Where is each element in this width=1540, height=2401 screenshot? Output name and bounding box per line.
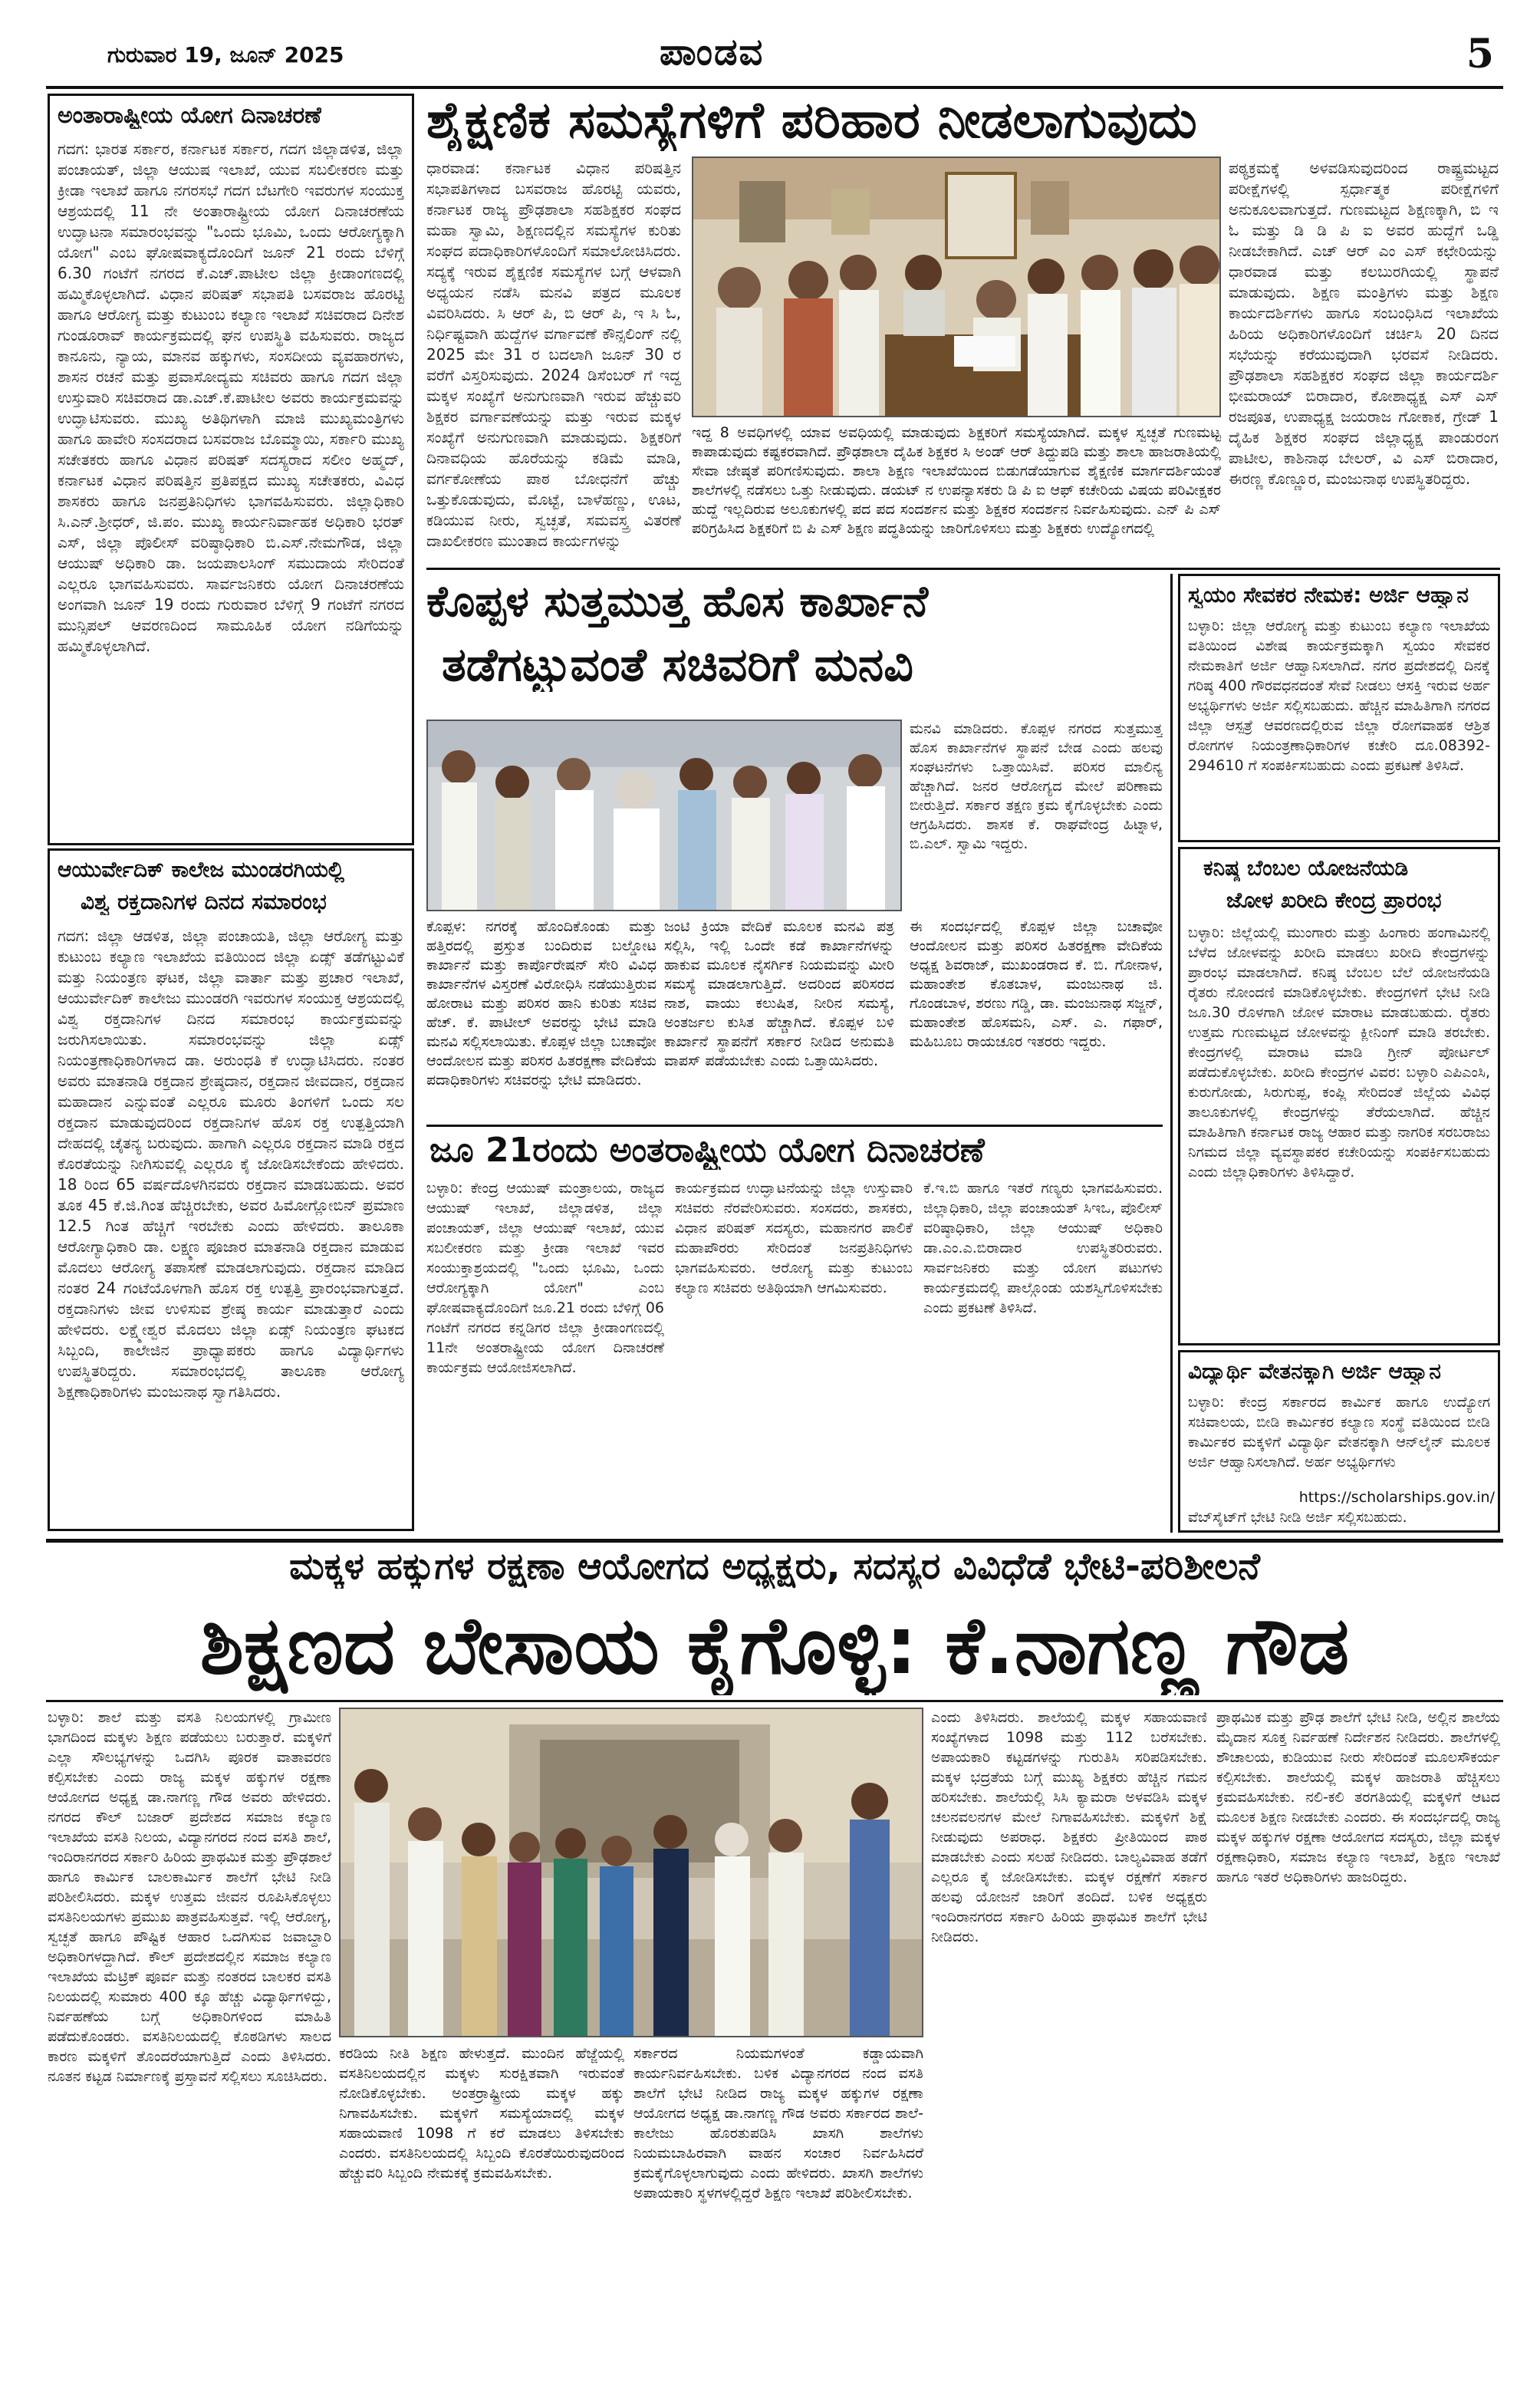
headline-koppal-1: ಕೊಪ್ಪಳ ಸುತ್ತಮುತ್ತ ಹೊಸ ಕಾರ್ಖಾನೆ	[426, 577, 929, 627]
article-ayurveda	[48, 848, 414, 1531]
koppal-caption: ಕೊಪ್ಪಳ: ನಗರಕ್ಕೆ ಹೊಂದಿಕೊಂಡು ಮತ್ತು ಹತ್ತಿರದಲ್ಲಿ ಪ್ರಸ್ತುತ ಬಂದಿರುವ ಬಲ್ಡೋಟ ಕಾರ್ಖಾನೆ ಮತ್ತು ಕಾರ್ಪೊರೇಷನ್ ಸೇರಿ ವಿವಿಧ ಕಾರ್ಖಾನೆಗಳ ವಿಸ್ತರಣೆ ವಿರೋಧಿಸಿ ನಡೆಯುತ್ತಿರುವ ಹೋರಾಟ ಮತ್ತು ಪರಿಸರ ಹಾನಿ ಕುರಿತು ಸಚಿವ ಹೆಚ್. ಕೆ. ಪಾಟೀಲ್ ಅವರನ್ನು ಭೇಟಿ ಮಾಡಿ ಮನವಿ ಸಲ್ಲಿಸಲಾಯಿತು. ಕೊಪ್ಪಳ ಜಿಲ್ಲಾ ಬಚಾವೋ ಆಂದೋಲನ ಮತ್ತು ಪರಿಸರ ಹಿತರಕ್ಷಣಾ ವೇದಿಕೆಯ ಪದಾಧಿಕಾರಿಗಳು ಸಚಿವರನ್ನು ಭೇಟಿ ಮಾಡಿದರು.	[426, 918, 656, 1089]
photo-teachers-meeting-image	[693, 158, 1221, 417]
photo-commission-visit	[339, 1708, 923, 2037]
main-story-col3: ಪಠ್ಯಕ್ರಮಕ್ಕೆ ಅಳವಡಿಸುವುದರಿಂದ ರಾಷ್ಟ್ರಮಟ್ಟದ ಪರೀಕ್ಷೆಗಳಲ್ಲಿ ಸ್ಪರ್ಧಾತ್ಮಕ ಪರೀಕ್ಷೆಗಳಿಗೆ ಅನುಕೂಲವಾಗುತ್ತದೆ. ಗುಣಮಟ್ಟದ ಶಿಕ್ಷಣಕ್ಕಾಗಿ, ಬಿ ಇ ಓ ಮತ್ತು ಡಿ ಡಿ ಪಿ ಐ ಅವರ ಹುದ್ದೆಗೆ ಒಡ್ಡಿ ನೀಡಬೇಕಾಗಿದೆ. ಎಚ್ ಆರ್ ಎಂ ಎಸ್ ಕಛೇರಿಯನ್ನು ಧಾರವಾಡ ಮತ್ತು ಕಲಬುರಗಿಯಲ್ಲಿ ಸ್ಥಾಪನೆ ಮಾಡುವುದು. ಶಿಕ್ಷಣ ಮಂತ್ರಿಗಳು ಮತ್ತು ಶಿಕ್ಷಣ ಕಾರ್ಯದರ್ಶಿಗಳು ಹಾಗೂ ಸಂಬಂಧಿಸಿದ ಇಲಾಖೆಯ ಹಿರಿಯ ಅಧಿಕಾರಿಗಳೊಂದಿಗೆ ಚರ್ಚಿಸಿ 20 ದಿನದ ಸಭೆಯನ್ನು ಕರೆಯುವುದಾಗಿ ಭರವಸೆ ನೀಡಿದರು. ಪ್ರೌಢಶಾಲಾ ಸಹಶಿಕ್ಷಕರ ಸಂಘದ ಜಿಲ್ಲಾ ಕಾರ್ಯದರ್ಶಿ ಭೀಮರಾಯ್ ಬಿರಾದಾರ, ಕೋಶಾಧ್ಯಕ್ಷ ಎಸ್ ಎಸ್ ರಜಪೂತ, ಉಪಾಧ್ಯಕ್ಷ ಜಯರಾಜ ಗೋಕಾಕ, ಗ್ರೇಡ್ 1 ದೈಹಿಕ ಶಿಕ್ಷಕರ ಸಂಘದ ಜಿಲ್ಲಾಧ್ಯಕ್ಷ ಪಾಂಡುರಂಗ ಪಾಟೀಲ, ಕಾಶಿನಾಥ ಬೇಲರ್, ವಿ ಎಸ್ ಬಿರಾದಾರ, ಈರಣ್ಣ ಕೊಣ್ಣೂರ, ಮಂಜುನಾಥ ಉಪಸ್ಥಿತರಿದ್ದರು.	[1229, 159, 1499, 488]
body-scholarship-end: ವೆಬ್‌ಸೈಟ್‌ಗೆ ಭೇಟಿ ನೀಡಿ ಅರ್ಜಿ ಸಲ್ಲಿಸಬಹುದು.	[1188, 1509, 1407, 1526]
headline-children-story: ಶಿಕ್ಷಣದ ಬೇಸಾಯ ಕೈಗೊಳ್ಳಿ: ಕೆ.ನಾಗಣ್ಣ ಗೌಡ	[199, 1599, 1350, 1692]
yoga-june21-col3: ಕೆ.ಇ.ಬಿ ಹಾಗೂ ಇತರೆ ಗಣ್ಯರು ಭಾಗವಹಿಸುವರು. ಜಿಲ್ಲಾಧಿಕಾರಿ, ಜಿಲ್ಲಾ ಪಂಚಾಯತ್ ಸಿಇಒ, ಪೊಲೀಸ್ ವರಿಷ್ಠಾಧಿಕಾರಿ, ಜಿಲ್ಲಾ ಆಯುಷ್ ಅಧಿಕಾರಿ ಡಾ.ಎಂ.ಎ.ಬಿರಾದಾರ ಉಪಸ್ಥಿತರಿರುವರು. ಸಾರ್ವಜನಿಕರು ಮತ್ತು ಯೋಗ ಪಟುಗಳು ಕಾರ್ಯಕ್ರಮದಲ್ಲಿ ಪಾಲ್ಗೊಂಡು ಯಶಸ್ವಿಗೊಳಿಸಬೇಕು ಎಂದು ಪ್ರಕಟಣೆ ತಿಳಿಸಿದೆ.	[923, 1180, 1163, 1316]
main-story-col2: ಇದ್ದ 8 ಅವಧಿಗಳಲ್ಲಿ ಯಾವ ಅವಧಿಯಲ್ಲಿ ಮಾಡುವುದು ಶಿಕ್ಷಕರಿಗೆ ಸಮಸ್ಯೆಯಾಗಿದೆ. ಮಕ್ಕಳ ಸ್ವಚ್ಛತೆ ಗುಣಮಟ್ಟ ಕಾಪಾಡುವುದು ಕಷ್ಟಕರವಾಗಿದೆ. ಪ್ರೌಢಶಾಲಾ ದೈಹಿಕ ಶಿಕ್ಷಕರ ಸಿ ಅಂಡ್ ಆರ್ ತಿದ್ದುಪಡಿ ಮತ್ತು ಶಾಲಾ ಹಾಜರಾತಿಯಲ್ಲಿ ಸೇವಾ ಜೇಷ್ಠತೆ ಪರಿಗಣಿಸುವುದು. ಶಾಲಾ ಶಿಕ್ಷಣ ಇಲಾಖೆಯಿಂದ ಬಿಡುಗಡೆಯಾಗುವ ಶೈಕ್ಷಣಿಕ ಮಾರ್ಗದರ್ಶಿಯಂತೆ ಶಾಲೆಗಳಲ್ಲಿ ನಡೆಸಲು ಒತ್ತು ನೀಡುವುದು. ಡಯಟ್ ನ ಉಪನ್ಯಾಸಕರು ಡಿ ಪಿ ಐ ಆಫ್ ಕಚೇರಿಯ ವಿಷಯ ಪರಿವೀಕ್ಷಕರ ಹುದ್ದೆ ಇಲ್ಲದಿರುವ ಅಲೂಕುಗಳಲ್ಲಿ ಪದ ಪದ ಸಂದರ್ಶನ ಮತ್ತು ಶಿಕ್ಷಕರ ಸಂದರ್ಶನ ನಿರ್ವಹಿಸುವುದು. ಎನ್ ಪಿ ಎಸ್ ಪರಿಗ್ರಹಿಸಿದ ಶಿಕ್ಷಕರಿಗೆ ಬಿ ಪಿ ಎಸ್ ಶಿಕ್ಷಣ ಪದ್ಧತಿಯನ್ನು ಜಾರಿಗೊಳಿಸಲು ಮತ್ತು ಶಿಕ್ಷಕರು ಉದ್ಯೋಗದಲ್ಲಿ	[692, 424, 1221, 537]
headline-volunteer: ಸ್ವಯಂ ಸೇವಕರ ನೇಮಕ: ಅರ್ಜಿ ಆಹ್ವಾನ	[1188, 582, 1469, 608]
yoga-june21-col2: ಕಾರ್ಯಕ್ರಮದ ಉದ್ಘಾಟನೆಯನ್ನು ಜಿಲ್ಲಾ ಉಸ್ತುವಾರಿ ಸಚಿವರು ನೆರವೇರಿಸುವರು. ಸಂಸದರು, ಶಾಸಕರು, ವಿಧಾನ ಪರಿಷತ್ ಸದಸ್ಯರು, ಮಹಾನಗರ ಪಾಲಿಕೆ ಮಹಾಪೌರರು ಸೇರಿದಂತೆ ಜನಪ್ರತಿನಿಧಿಗಳು ಭಾಗವಹಿಸುವರು. ಆರೋಗ್ಯ ಮತ್ತು ಕುಟುಂಬ ಕಲ್ಯಾಣ ಸಚಿವರು ಅತಿಥಿಯಾಗಿ ಆಗಮಿಸುವರು.	[675, 1180, 913, 1296]
children-story-col3: ಎಂದು ತಿಳಿಸಿದರು. ಶಾಲೆಯಲ್ಲಿ ಮಕ್ಕಳ ಸಹಾಯವಾಣಿ ಸಂಖ್ಯೆಗಳಾದ 1098 ಮತ್ತು 112 ಬರೆಸಬೇಕು. ಅಪಾಯಕಾರಿ ಕಟ್ಟಡಗಳನ್ನು ಗುರುತಿಸಿ ಸರಿಪಡಿಸಬೇಕು. ಮಕ್ಕಳ ಭದ್ರತೆಯ ಬಗ್ಗೆ ಮುಖ್ಯ ಶಿಕ್ಷಕರು ಹೆಚ್ಚಿನ ಗಮನ ಹರಿಸಬೇಕು. ಶಾಲೆಯಲ್ಲಿ ಸಿಸಿ ಕ್ಯಾಮರಾ ಅಳವಡಿಸಿ ಮಕ್ಕಳ ಚಲನವಲನಗಳ ಮೇಲೆ ನಿಗಾವಹಿಸಬೇಕು. ಮಕ್ಕಳಿಗೆ ಶಿಕ್ಷೆ ನೀಡುವುದು ಅಪರಾಧ. ಶಿಕ್ಷಕರು ಪ್ರೀತಿಯಿಂದ ಪಾಠ ಮಾಡಬೇಕು ಎಂದು ಸಲಹೆ ನೀಡಿದರು. ಬಾಲ್ಯವಿವಾಹ ತಡೆಗೆ ಎಲ್ಲರೂ ಕೈ ಜೋಡಿಸಬೇಕು. ಮಕ್ಕಳ ರಕ್ಷಣೆಗೆ ಸರ್ಕಾರ ಹಲವು ಯೋಜನೆ ಜಾರಿಗೆ ತಂದಿದೆ. ಬಳಿಕ ಅಧ್ಯಕ್ಷರು ಇಂದಿರಾನಗರದ ಸರ್ಕಾರಿ ಹಿರಿಯ ಪ್ರಾಥಮಿಕ ಶಾಲೆಗೆ ಭೇಟಿ ನೀಡಿದರು.	[931, 1709, 1207, 1945]
page-number: 5	[1466, 31, 1494, 77]
headline-yoga-gadag: ಅಂತಾರಾಷ್ಟ್ರೀಯ ಯೋಗ ದಿನಾಚರಣೆ	[58, 102, 322, 129]
article-scholarship	[1178, 1350, 1500, 1533]
scholarship-url-link[interactable]: https://scholarships.gov.in/	[1298, 1489, 1495, 1506]
children-story-col2: ಸರ್ಕಾರದ ನಿಯಮಗಳಂತೆ ಕಡ್ಡಾಯವಾಗಿ ಕಾರ್ಯನಿರ್ವಹಿಸಬೇಕು. ಬಳಿಕ ವಿದ್ಯಾನಗರದ ನಂದ ವಸತಿ ಶಾಲೆಗೆ ಭೇಟಿ ನೀಡಿದ ರಾಜ್ಯ ಮಕ್ಕಳ ಹಕ್ಕುಗಳ ರಕ್ಷಣಾ ಆಯೋಗದ ಅಧ್ಯಕ್ಷ ಡಾ.ನಾಗಣ್ಣ ಗೌಡ ಅವರು ಸರ್ಕಾರದ ಶಾಲೆ-ಕಾಲೇಜು ಹೊರತುಪಡಿಸಿ ಖಾಸಗಿ ಶಾಲೆಗಳು ನಿಯಮಬಾಹಿರವಾಗಿ ವಾಹನ ಸಂಚಾರ ನಿರ್ವಹಿಸಿದರೆ ಕ್ರಮಕೈಗೊಳ್ಳಲಾಗುವುದು ಎಂದು ಹೇಳಿದರು. ಖಾಸಗಿ ಶಾಲೆಗಳು ಅಪಾಯಕಾರಿ ಸ್ಥಳಗಳಲ್ಲಿದ್ದರೆ ಶಿಕ್ಷಣ ಇಲಾಖೆ ಪರಿಶೀಲಿಸಬೇಕು.	[633, 2045, 923, 2202]
headline-koppal-2: ತಡೆಗಟ್ಟುವಂತೆ ಸಚಿವರಿಗೆ ಮನವಿ	[442, 638, 913, 692]
headline-jowar-1: ಕನಿಷ್ಠ ಬೆಂಬಲ ಯೋಜನೆಯಡಿ	[1203, 855, 1409, 881]
header-rule	[46, 86, 1503, 89]
photo-teachers-meeting	[692, 156, 1221, 417]
headline-main-story: ಶೈಕ್ಷಣಿಕ ಸಮಸ್ಯೆಗಳಿಗೆ ಪರಿಹಾರ ನೀಡಲಾಗುವುದು	[426, 91, 1197, 150]
photo-commission-visit-image	[341, 1709, 923, 2037]
body-jowar: ಬಳ್ಳಾರಿ: ಜಿಲ್ಲೆಯಲ್ಲಿ ಮುಂಗಾರು ಮತ್ತು ಹಿಂಗಾರು ಹಂಗಾಮಿನಲ್ಲಿ ಬೆಳೆದ ಜೋಳವನ್ನು ಖರೀದಿ ಮಾಡಲು ಖರೀದಿ ಕೇಂದ್ರಗಳನ್ನು ಪ್ರಾರಂಭ ಮಾಡಲಾಗಿದೆ. ಕನಿಷ್ಠ ಬೆಂಬಲ ಬೆಲೆ ಯೋಜನೆಯಡಿ ರೈತರು ನೋಂದಣಿ ಮಾಡಿಕೊಳ್ಳಬೇಕು. ಕೇಂದ್ರಗಳಿಗೆ ಭೇಟಿ ನೀಡಿ ಜೂ.30 ರೊಳಗಾಗಿ ಜೋಳ ಮಾರಾಟ ಮಾಡಬಹುದು. ರೈತರು ಉತ್ತಮ ಗುಣಮಟ್ಟದ ಜೋಳವನ್ನು ಕ್ಲೀನಿಂಗ್ ಮಾಡಿ ತರಬೇಕು. ಕೇಂದ್ರಗಳಲ್ಲಿ ಮಾರಾಟ ಮಾಡಿ ಗ್ರೀನ್ ಪೋರ್ಟಲ್ ಪಡೆದುಕೊಳ್ಳಬೇಕು. ಖರೀದಿ ಕೇಂದ್ರಗಳ ವಿವರ: ಬಳ್ಳಾರಿ ಎಪಿಎಂಸಿ, ಕುರುಗೋಡು, ಸಿರುಗುಪ್ಪ, ಕಂಪ್ಲಿ ಸೇರಿದಂತೆ ಜಿಲ್ಲೆಯ ವಿವಿಧ ತಾಲೂಕುಗಳಲ್ಲಿ ಕೇಂದ್ರಗಳನ್ನು ತೆರೆಯಲಾಗಿದೆ. ಹೆಚ್ಚಿನ ಮಾಹಿತಿಗಾಗಿ ಕರ್ನಾಟಕ ರಾಜ್ಯ ಆಹಾರ ಮತ್ತು ನಾಗರಿಕ ಸರಬರಾಜು ನಿಗಮದ ಜಿಲ್ಲಾ ವ್ಯವಸ್ಥಾಪಕರ ಕಚೇರಿಯನ್ನು ಸಂಪರ್ಕಿಸಬಹುದು ಎಂದು ಜಿಲ್ಲಾಧಿಕಾರಿಗಳು ತಿಳಿಸಿದ್ದಾರೆ.	[1188, 924, 1490, 1181]
rule-right-column	[1170, 574, 1173, 1533]
koppal-body-b: ಜಂಟಿ ಕ್ರಿಯಾ ವೇದಿಕೆ ಮೂಲಕ ಮನವಿ ಪತ್ರ ಸಲ್ಲಿಸಿ, ಇಲ್ಲಿ ಒಂದೇ ಕಡೆ ಕಾರ್ಖಾನೆಗಳನ್ನು ಹಾಕುವ ಮೂಲಕ ನೈಸರ್ಗಿಕ ನಿಯಮವನ್ನು ಮೀರಿ ಸಮಸ್ಯೆ ಮಾಡಲಾಗುತ್ತಿದೆ. ಅದರಿಂದ ಪರಿಸರದ ನಾಶ, ವಾಯು ಕಲುಷಿತ, ನೀರಿನ ಸಮಸ್ಯೆ, ಅಂತರ್ಜಲ ಕುಸಿತ ಹೆಚ್ಚಾಗಿದೆ. ಕೊಪ್ಪಳ ಬಳಿ ಕಾರ್ಖಾನೆ ಸ್ಥಾಪನೆಗೆ ಸರ್ಕಾರ ನೀಡಿದ ಅನುಮತಿ ವಾಪಸ್ ಪಡೆಯಬೇಕು ಎಂದು ಒತ್ತಾಯಿಸಿದರು.	[664, 918, 894, 1069]
photo-koppal-delegation	[426, 720, 902, 911]
article-yoga-gadag	[48, 94, 414, 845]
article-jowar	[1178, 847, 1500, 1345]
masthead: ಪಾಂಡವ	[660, 31, 765, 74]
children-story-col4: ಪ್ರಾಥಮಿಕ ಮತ್ತು ಪ್ರೌಢ ಶಾಲೆಗೆ ಭೇಟಿ ನೀಡಿ, ಅಲ್ಲಿನ ಶಾಲೆಯ ಮೈದಾನ ಸೂಕ್ತ ನಿರ್ವಹಣೆ ನಿರ್ದೇಶನ ನೀಡಿದರು. ಶಾಲೆಗಳಲ್ಲಿ ಶೌಚಾಲಯ, ಕುಡಿಯುವ ನೀರು ಸೇರಿದಂತೆ ಮೂಲಸೌಕರ್ಯ ಕಲ್ಪಿಸಬೇಕು. ಶಾಲೆಯಲ್ಲಿ ಮಕ್ಕಳ ಹಾಜರಾತಿ ಹೆಚ್ಚಿಸಲು ಕ್ರಮವಹಿಸಬೇಕು. ನಲಿ-ಕಲಿ ತರಗತಿಯಲ್ಲಿ ಮಕ್ಕಳಿಗೆ ಆಟದ ಮೂಲಕ ಶಿಕ್ಷಣ ನೀಡಬೇಕು ಎಂದರು. ಈ ಸಂದರ್ಭದಲ್ಲಿ ರಾಜ್ಯ ಮಕ್ಕಳ ಹಕ್ಕುಗಳ ರಕ್ಷಣಾ ಆಯೋಗದ ಸದಸ್ಯರು, ಜಿಲ್ಲಾ ಮಕ್ಕಳ ರಕ್ಷಣಾಧಿಕಾರಿ, ಸಮಾಜ ಕಲ್ಯಾಣ ಇಲಾಖೆ, ಶಿಕ್ಷಣ ಇಲಾಖೆ ಹಾಗೂ ಇತರೆ ಅಧಿಕಾರಿಗಳು ಹಾಜರಿದ್ದರು.	[1216, 1709, 1500, 1886]
koppal-side-text: ಮನವಿ ಮಾಡಿದರು. ಕೊಪ್ಪಳ ನಗರದ ಸುತ್ತಮುತ್ತ ಹೊಸ ಕಾರ್ಖಾನೆಗಳ ಸ್ಥಾಪನೆ ಬೇಡ ಎಂದು ಹಲವು ಸಂಘಟನೆಗಳು ಒತ್ತಾಯಿಸಿವೆ. ಪರಿಸರ ಮಾಲಿನ್ಯ ಹೆಚ್ಚಾಗಿದೆ. ಜನರ ಆರೋಗ್ಯದ ಮೇಲೆ ಪರಿಣಾಮ ಬೀರುತ್ತಿದೆ. ಸರ್ಕಾರ ತಕ್ಷಣ ಕ್ರಮ ಕೈಗೊಳ್ಳಬೇಕು ಎಂದು ಆಗ್ರಹಿಸಿದರು. ಶಾಸಕ ಕೆ. ರಾಘವೇಂದ್ರ ಹಿಟ್ನಾಳ, ಬಿ.ಎಲ್. ಸ್ವಾಮಿ ಇದ್ದರು.	[910, 720, 1163, 852]
rule-main-story	[426, 568, 1500, 570]
photo-koppal-delegation-image	[428, 721, 902, 911]
kicker-children-story: ಮಕ್ಕಳ ಹಕ್ಕುಗಳ ರಕ್ಷಣಾ ಆಯೋಗದ ಅಧ್ಯಕ್ಷರು, ಸದಸ್ಯರ ವಿವಿಧೆಡೆ ಭೇಟಿ-ಪರಿಶೀಲನೆ	[289, 1545, 1260, 1588]
rule-children-headline	[46, 1700, 1503, 1702]
headline-ayurveda-1: ಆಯುರ್ವೇದಿಕ್ ಕಾಲೇಜ ಮುಂಡರಗಿಯಲ್ಲಿ	[58, 857, 344, 882]
body-scholarship: ಬಳ್ಳಾರಿ: ಕೇಂದ್ರ ಸರ್ಕಾರದ ಕಾರ್ಮಿಕ ಹಾಗೂ ಉದ್ಯೋಗ ಸಚಿವಾಲಯ, ಬೀಡಿ ಕಾರ್ಮಿಕರ ಕಲ್ಯಾಣ ಸಂಸ್ಥೆ ವತಿಯಿಂದ ಬೀಡಿ ಕಾರ್ಮಿಕರ ಮಕ್ಕಳಿಗೆ ವಿದ್ಯಾರ್ಥಿ ವೇತನಕ್ಕಾಗಿ ಆನ್‌ಲೈನ್ ಮೂಲಕ ಅರ್ಜಿ ಆಹ್ವಾನಿಸಲಾಗಿದೆ. ಅರ್ಹ ಅಭ್ಯರ್ಥಿಗಳು	[1188, 1394, 1490, 1471]
body-yoga-gadag: ಗದಗ: ಭಾರತ ಸರ್ಕಾರ, ಕರ್ನಾಟಕ ಸರ್ಕಾರ, ಗದಗ ಜಿಲ್ಲಾಡಳಿತ, ಜಿಲ್ಲಾ ಪಂಚಾಯತ್, ಜಿಲ್ಲಾ ಆಯುಷ ಇಲಾಖೆ, ಯುವ ಸಬಲೀಕರಣ ಮತ್ತು ಕ್ರೀಡಾ ಇಲಾಖೆ ಹಾಗೂ ನಗರಸಭೆ ಗದಗ ಬೆಟಗೇರಿ ಇವರುಗಳ ಸಂಯುಕ್ತ ಆಶ್ರಯದಲ್ಲಿ 11 ನೇ ಅಂತಾರಾಷ್ಟ್ರೀಯ ಯೋಗ ದಿನಾಚರಣೆಯ ಉದ್ಘಾಟನಾ ಸಮಾರಂಭವನ್ನು "ಒಂದು ಭೂಮಿ, ಒಂದು ಆರೋಗ್ಯಕ್ಕಾಗಿ ಯೋಗ" ಎಂಬ ಘೋಷವಾಕ್ಯದೊಂದಿಗೆ ಜೂನ್ 21 ರಂದು ಬೆಳಿಗ್ಗೆ 6.30 ಗಂಟೆಗೆ ನಗರದ ಕೆ.ಎಚ್.ಪಾಟೀಲ ಜಿಲ್ಲಾ ಕ್ರೀಡಾಂಗಣದಲ್ಲಿ ಹಮ್ಮಿಕೊಳ್ಳಲಾಗಿದೆ. ವಿಧಾನ ಪರಿಷತ್ ಸಭಾಪತಿ ಬಸವರಾಜ ಹೊರಟ್ಟಿ ಹಾಗೂ ಆರೋಗ್ಯ ಮತ್ತು ಕುಟುಂಬ ಕಲ್ಯಾಣ ಇಲಾಖೆ ಸಚಿವರಾದ ದಿನೇಶ ಗುಂಡೂರಾವ್ ಕಾರ್ಯಕ್ರಮದಲ್ಲಿ ಘನ ಉಪಸ್ಥಿತಿ ವಹಿಸುವರು. ರಾಜ್ಯದ ಕಾನೂನು, ನ್ಯಾಯ, ಮಾನವ ಹಕ್ಕುಗಳು, ಸಂಸದೀಯ ವ್ಯವಹಾರಗಳು, ಶಾಸನ ರಚನೆ ಮತ್ತು ಪ್ರವಾಸೋದ್ಯಮ ಸಚಿವರು ಹಾಗೂ ಗದಗ ಜಿಲ್ಲಾ ಉಸ್ತುವಾರಿ ಸಚಿವರಾದ ಡಾ.ಎಚ್.ಕೆ.ಪಾಟೀಲ ಅವರು ಕಾರ್ಯಕ್ರಮವನ್ನು ಉದ್ಘಾಟಿಸುವರು. ಮುಖ್ಯ ಅತಿಥಿಗಳಾಗಿ ಮಾಜಿ ಮುಖ್ಯಮಂತ್ರಿಗಳು ಹಾಗೂ ಹಾವೇರಿ ಸಂಸದರಾದ ಬಸವರಾಜ ಬೊಮ್ಮಾಯಿ, ಸರ್ಕಾರಿ ಮುಖ್ಯ ಸಚೇತಕರು ಹಾಗೂ ವಿಧಾನ ಪರಿಷತ್ ಸದಸ್ಯರಾದ ಸಲೀಂ ಅಹ್ಮದ್, ಕರ್ನಾಟಕ ವಿಧಾನ ಪರಿಷತ್ತಿನ ಪ್ರತಿಪಕ್ಷದ ಮುಖ್ಯ ಸಚೇತಕರು, ವಿವಿಧ ಶಾಸಕರು ಹಾಗೂ ಜನಪ್ರತಿನಿಧಿಗಳು ಭಾಗವಹಿಸುವರು. ಜಿಲ್ಲಾಧಿಕಾರಿ ಸಿ.ಎನ್.ಶ್ರೀಧರ್, ಜಿ.ಪಂ. ಮುಖ್ಯ ಕಾರ್ಯನಿರ್ವಾಹಕ ಅಧಿಕಾರಿ ಭರತ್ ಎಸ್, ಜಿಲ್ಲಾ ಪೊಲೀಸ್ ವರಿಷ್ಠಾಧಿಕಾರಿ ಬಿ.ಎಸ್.ನೇಮಗೌಡ, ಜಿಲ್ಲಾ ಆಯುಷ್ ಅಧಿಕಾರಿ ಡಾ. ಜಯಪಾಲಸಿಂಗ್ ಸಮುದಾಯ ಸೇರಿದಂತೆ ಎಲ್ಲರೂ ಭಾಗವಹಿಸುವರು. ಸಾರ್ವಜನಿಕರು ಯೋಗ ದಿನಾಚರಣೆಯ ಅಂಗವಾಗಿ ಜೂನ್ 19 ರಂದು ಗುರುವಾರ ಬೆಳಿಗ್ಗೆ 9 ಗಂಟೆಗೆ ನಗರದ ಮುನ್ಸಿಪಲ್ ಆವರಣದಿಂದ ಸಾಮೂಹಿಕ ಯೋಗ ನಡಿಗೆಯನ್ನು ಹಮ್ಮಿಕೊಳ್ಳಲಾಗಿದೆ.	[58, 140, 404, 655]
article-volunteer	[1178, 574, 1500, 842]
main-story-col1: ಧಾರವಾಡ: ಕರ್ನಾಟಕ ವಿಧಾನ ಪರಿಷತ್ತಿನ ಸಭಾಪತಿಗಳಾದ ಬಸವರಾಜ ಹೊರಟ್ಟಿ ಯವರು, ಕರ್ನಾಟಕ ರಾಜ್ಯ ಪ್ರೌಢಶಾಲಾ ಸಹಶಿಕ್ಷಕರ ಸಂಘದ ಮಹಾ ಸ್ವಾಮಿ, ಶಿಕ್ಷಣದಲ್ಲಿನ ಸಮಸ್ಯೆಗಳ ಕುರಿತು ಸಂಘದ ಪದಾಧಿಕಾರಿಗಳೊಂದಿಗೆ ಸಮಾಲೋಚಿಸಿದರು. ಸದ್ಯಕ್ಕೆ ಇರುವ ಶೈಕ್ಷಣಿಕ ಸಮಸ್ಯೆಗಳ ಬಗ್ಗೆ ಆಳವಾಗಿ ಅಧ್ಯಯನ ನಡೆಸಿ ಮನವಿ ಪತ್ರದ ಮೂಲಕ ವಿವರಿಸಿದರು. ಸಿ ಆರ್ ಪಿ, ಬಿ ಆರ್ ಪಿ, ಇ ಸಿ ಓ, ನಿರ್ಧಿಷ್ಟವಾಗಿ ಹುದ್ದೆಗಳ ವರ್ಗಾವಣೆ ಕೌನ್ಸಲಿಂಗ್ ನಲ್ಲಿ 2025 ಮೇ 31 ರ ಬದಲಾಗಿ ಜೂನ್ 30 ರ ವರೆಗೆ ವಿಸ್ತರಿಸುವುದು. 2024 ಡಿಸೆಂಬರ್ ಗೆ ಇದ್ದ ಮಕ್ಕಳ ಸಂಖ್ಯೆಗೆ ಅನುಗುಣವಾಗಿ ಇರುವ ಹೆಚ್ಚುವರಿ ಶಿಕ್ಷಕರ ವರ್ಗಾವಣೆಯನ್ನು ಮತ್ತು ಇರುವ ಮಕ್ಕಳ ಸಂಖ್ಯೆಗೆ ಅನುಗುಣವಾಗಿ ಮಾಡುವುದು. ಶಿಕ್ಷಕರಿಗೆ ದಿನಾವಧಿಯ ಹೊರೆಯನ್ನು ಕಡಿಮೆ ಮಾಡಿ, ವರ್ಗಕೋಣೆಯ ಪಾಠ ಬೋಧನೆಗೆ ಹೆಚ್ಚು ಒತ್ತುಕೊಡುವುದು, ಮೊಟ್ಟೆ, ಬಾಳೆಹಣ್ಣು, ಊಟ, ಕಡಿಯುವ ನೀರು, ಸ್ವಚ್ಛತೆ, ಸಮವಸ್ತ್ರ ವಿತರಣೆ ದಾಖಲೀಕರಣ ಮುಂತಾದ ಕಾರ್ಯಗಳನ್ನು	[426, 159, 681, 550]
issue-date: ಗುರುವಾರ 19, ಜೂನ್ 2025	[107, 42, 344, 68]
page-header	[0, 0, 1540, 84]
headline-yoga-june21: ಜೂ 21ರಂದು ಅಂತರಾಷ್ಟ್ರೀಯ ಯೋಗ ದಿನಾಚರಣೆ	[429, 1131, 985, 1170]
headline-jowar-2: ಜೋಳ ಖರೀದಿ ಕೇಂದ್ರ ಪ್ರಾರಂಭ	[1226, 888, 1442, 913]
body-volunteer: ಬಳ್ಳಾರಿ: ಜಿಲ್ಲಾ ಆರೋಗ್ಯ ಮತ್ತು ಕುಟುಂಬ ಕಲ್ಯಾಣ ಇಲಾಖೆಯ ವತಿಯಿಂದ ವಿಶೇಷ ಕಾರ್ಯಕ್ರಮಕ್ಕಾಗಿ ಸ್ವಯಂ ಸೇವಕರ ನೇಮಕಾತಿಗೆ ಅರ್ಜಿ ಆಹ್ವಾನಿಸಲಾಗಿದೆ. ನಗರ ಪ್ರದೇಶದಲ್ಲಿ ದಿನಕ್ಕೆ ಗರಿಷ್ಠ 400 ಗೌರವಧನದಂತೆ ಸೇವೆ ನೀಡಲು ಆಸಕ್ತಿ ಇರುವ ಅರ್ಹ ಅಭ್ಯರ್ಥಿಗಳು ಅರ್ಜಿ ಸಲ್ಲಿಸಬಹುದು. ಹೆಚ್ಚಿನ ಮಾಹಿತಿಗಾಗಿ ನಗರದ ಜಿಲ್ಲಾ ಆಸ್ಪತ್ರೆ ಆವರಣದಲ್ಲಿರುವ ಜಿಲ್ಲಾ ರೋಗವಾಹಕ ಆಶ್ರಿತ ರೋಗಗಳ ನಿಯಂತ್ರಣಾಧಿಕಾರಿಗಳ ಕಚೇರಿ ದೂ.08392-294610 ಗೆ ಸಂಪರ್ಕಿಸಬಹುದು ಎಂದು ಪ್ರಕಟಣೆ ತಿಳಿಸಿದೆ.	[1188, 618, 1490, 774]
rule-yoga-june21	[426, 1125, 1163, 1127]
headline-ayurveda-2: ವಿಶ್ವ ರಕ್ತದಾನಿಗಳ ದಿನದ ಸಮಾರಂಭ	[81, 889, 327, 914]
headline-scholarship: ವಿದ್ಯಾರ್ಥಿ ವೇತನಕ್ಕಾಗಿ ಅರ್ಜಿ ಆಹ್ವಾನ	[1188, 1359, 1441, 1384]
yoga-june21-col1: ಬಳ್ಳಾರಿ: ಕೇಂದ್ರ ಆಯುಷ್ ಮಂತ್ರಾಲಯ, ರಾಜ್ಯದ ಆಯುಷ್ ಇಲಾಖೆ, ಜಿಲ್ಲಾಡಳಿತ, ಜಿಲ್ಲಾ ಪಂಚಾಯತ್, ಜಿಲ್ಲಾ ಆಯುಷ್ ಇಲಾಖೆ, ಯುವ ಸಬಲೀಕರಣ ಮತ್ತು ಕ್ರೀಡಾ ಇಲಾಖೆ ಇವರ ಸಂಯುಕ್ತಾಶ್ರಯದಲ್ಲಿ "ಒಂದು ಭೂಮಿ, ಒಂದು ಆರೋಗ್ಯಕ್ಕಾಗಿ ಯೋಗ" ಎಂಬ ಘೋಷವಾಕ್ಯದೊಂದಿಗೆ ಜೂ.21 ರಂದು ಬೆಳಿಗ್ಗೆ 06 ಗಂಟೆಗೆ ನಗರದ ಕನ್ನಡಿಗರ ಜಿಲ್ಲಾ ಕ್ರೀಡಾಂಗಣದಲ್ಲಿ 11ನೇ ಅಂತರಾಷ್ಟ್ರೀಯ ಯೋಗ ದಿನಾಚರಣೆ ಕಾರ್ಯಕ್ರಮ ಆಯೋಜಿಸಲಾಗಿದೆ.	[426, 1180, 664, 1376]
children-story-caption: ಕರಡಿಯ ನೀತಿ ಶಿಕ್ಷಣ ಹೇಳುತ್ತದೆ. ಮುಂದಿನ ಹೆಜ್ಜೆಯಲ್ಲಿ ವಸತಿನಿಲಯದಲ್ಲಿನ ಮಕ್ಕಳು ಸುರಕ್ಷಿತವಾಗಿ ಇರುವಂತೆ ನೋಡಿಕೊಳ್ಳಬೇಕು. ಅಂತರ್ರಾಷ್ಟ್ರೀಯ ಮಕ್ಕಳ ಹಕ್ಕು ನಿಗಾವಹಿಸಬೇಕು. ಮಕ್ಕಳಿಗೆ ಸಮಸ್ಯೆಯಾದಲ್ಲಿ ಮಕ್ಕಳ ಸಹಾಯವಾಣಿ 1098 ಗೆ ಕರೆ ಮಾಡಲು ತಿಳಿಸಬೇಕು ಎಂದರು. ವಸತಿನಿಲಯದಲ್ಲಿ ಸಿಬ್ಬಂದಿ ಕೊರತೆಯಿರುವುದರಿಂದ ಹೆಚ್ಚುವರಿ ಸಿಬ್ಬಂದಿ ನೇಮಕಕ್ಕೆ ಕ್ರಮವಹಿಸಬೇಕು.	[339, 2045, 624, 2182]
rule-bottom-section	[46, 1539, 1503, 1543]
koppal-body-c: ಈ ಸಂದರ್ಭದಲ್ಲಿ ಕೊಪ್ಪಳ ಜಿಲ್ಲಾ ಬಚಾವೋ ಆಂದೋಲನ ಮತ್ತು ಪರಿಸರ ಹಿತರಕ್ಷಣಾ ವೇದಿಕೆಯ ಅಧ್ಯಕ್ಷ ಶಿವರಾಜ್, ಮುಖಂಡರಾದ ಕೆ. ಬಿ. ಗೋನಾಳ, ಮಹಾಂತೇಶ ಕೊತಬಾಳ, ಮಂಜುನಾಥ ಜಿ. ಗೊಂಡಬಾಳ, ಶರಣು ಗಡ್ಡಿ, ಡಾ. ಮಂಜುನಾಥ ಸಜ್ಜನ್, ಮಹಾಂತೇಶ ಹೊಸಮನಿ, ಎಸ್. ಎ. ಗಫಾರ್, ಮಹಿಬೂಬ ರಾಯಚೂರ ಇತರರು ಇದ್ದರು.	[910, 918, 1163, 1050]
body-ayurveda: ಗದಗ: ಜಿಲ್ಲಾ ಆಡಳಿತ, ಜಿಲ್ಲಾ ಪಂಚಾಯತಿ, ಜಿಲ್ಲಾ ಆರೋಗ್ಯ ಮತ್ತು ಕುಟುಂಬ ಕಲ್ಯಾಣ ಇಲಾಖೆಯ ವತಿಯಿಂದ ಜಿಲ್ಲಾ ಏಡ್ಸ್ ತಡೆಗಟ್ಟುವಿಕೆ ಮತ್ತು ನಿಯಂತ್ರಣ ಘಟಕ, ಜಿಲ್ಲಾ ವಾರ್ತಾ ಮತ್ತು ಪ್ರಚಾರ ಇಲಾಖೆ, ಆಯುರ್ವೇದಿಕ್ ಕಾಲೇಜು ಮುಂಡರಗಿ ಇವರುಗಳ ಸಂಯುಕ್ತ ಆಶ್ರಯದಲ್ಲಿ ವಿಶ್ವ ರಕ್ತದಾನಿಗಳ ದಿನದ ಸಮಾರಂಭ ಕಾರ್ಯಕ್ರಮವನ್ನು ಜರುಗಿಸಲಾಯಿತು. ಸಮಾರಂಭವನ್ನು ಜಿಲ್ಲಾ ಏಡ್ಸ್ ನಿಯಂತ್ರಣಾಧಿಕಾರಿಗಳಾದ ಡಾ. ಅರುಂಧತಿ ಕೆ ಉದ್ಘಾಟಿಸಿದರು. ನಂತರ ಅವರು ಮಾತನಾಡಿ ರಕ್ತದಾನ ಶ್ರೇಷ್ಠದಾನ, ರಕ್ತದಾನ ಜೀವದಾನ, ರಕ್ತದಾನ ಮಹಾದಾನ ಎನ್ನುವಂತೆ ಎಲ್ಲರೂ ಮೂರು ತಿಂಗಳಿಗೆ ಒಂದು ಸಲ ರಕ್ತದಾನ ಮಾಡುವುದರಿಂದ ರಕ್ತದಾನಿಗಳ ಹೊಸ ರಕ್ತ ಉತ್ಪತ್ತಿಯಾಗಿ ದೇಹದಲ್ಲಿ ಚೈತನ್ಯ ಬರುವುದು. ಹಾಗಾಗಿ ಎಲ್ಲರೂ ರಕ್ತದಾನ ಮಾಡಿ ರಕ್ತದ ಕೊರತೆಯನ್ನು ನೀಗಿಸುವಲ್ಲಿ ಎಲ್ಲರೂ ಕೈ ಜೋಡಿಸಬೇಕೆಂದು ಹೇಳಿದರು. 18 ರಿಂದ 65 ವರ್ಷದೊಳಗಿನವರು ರಕ್ತದಾನ ಮಾಡಬಹುದು. ಅವರ ತೂಕ 45 ಕೆ.ಜಿ.ಗಿಂತ ಹೆಚ್ಚಿರಬೇಕು, ಅವರ ಹಿಮೋಗ್ಲೋಬಿನ್ ಪ್ರಮಾಣ 12.5 ಗಿಂತ ಹೆಚ್ಚಿಗೆ ಇರಬೇಕು ಎಂದು ಹೇಳಿದರು. ತಾಲೂಕಾ ಆರೋಗ್ಯಾಧಿಕಾರಿ ಡಾ. ಲಕ್ಷ್ಮಣ ಪೂಜಾರ ಮಾತನಾಡಿ ರಕ್ತದಾನ ಮಾಡುವ ಮೊದಲು ಆರೋಗ್ಯ ತಪಾಸಣೆ ಮಾಡಲಾಗುವುದು. ರಕ್ತದಾನ ಮಾಡಿದ ನಂತರ 24 ಗಂಟೆಯೊಳಗಾಗಿ ಹೊಸ ರಕ್ತ ಉತ್ಪತ್ತಿ ಪ್ರಾರಂಭವಾಗುತ್ತದೆ. ರಕ್ತದಾನಿಗಳು ಜೀವ ಉಳಿಸುವ ಶ್ರೇಷ್ಠ ಕಾರ್ಯ ಮಾಡುತ್ತಾರೆ ಎಂದು ಹೇಳಿದರು. ಲಕ್ಷ್ಮೇಶ್ವರ ಮೊದಲು ಜಿಲ್ಲಾ ಏಡ್ಸ್ ನಿಯಂತ್ರಣ ಘಟಕದ ಸಿಬ್ಬಂದಿ, ಕಾಲೇಜಿನ ಪ್ರಾಧ್ಯಾಪಕರು ಹಾಗೂ ವಿದ್ಯಾರ್ಥಿಗಳು ಉಪಸ್ಥಿತರಿದ್ದರು. ಸಮಾರಂಭದಲ್ಲಿ ತಾಲೂಕಾ ಆರೋಗ್ಯ ಶಿಕ್ಷಣಾಧಿಕಾರಿಗಳು ಮಂಜುನಾಥ ಸ್ವಾಗತಿಸಿದರು.	[58, 927, 404, 1401]
children-story-col1: ಬಳ್ಳಾರಿ: ಶಾಲೆ ಮತ್ತು ವಸತಿ ನಿಲಯಗಳಲ್ಲಿ ಗ್ರಾಮೀಣ ಭಾಗದಿಂದ ಮಕ್ಕಳು ಶಿಕ್ಷಣ ಪಡೆಯಲು ಬರುತ್ತಾರೆ. ಮಕ್ಕಳಿಗೆ ಎಲ್ಲಾ ಸೌಲಭ್ಯಗಳನ್ನು ಒದಗಿಸಿ ಪೂರಕ ವಾತಾವರಣ ಕಲ್ಪಿಸಬೇಕು ಎಂದು ರಾಜ್ಯ ಮಕ್ಕಳ ಹಕ್ಕುಗಳ ರಕ್ಷಣಾ ಆಯೋಗದ ಅಧ್ಯಕ್ಷ ಡಾ.ನಾಗಣ್ಣ ಗೌಡ ಅವರು ಹೇಳಿದರು. ನಗರದ ಕೌಲ್ ಬಜಾರ್ ಪ್ರದೇಶದ ಸಮಾಜ ಕಲ್ಯಾಣ ಇಲಾಖೆಯ ವಸತಿ ನಿಲಯ, ವಿದ್ಯಾನಗರದ ನಂದ ವಸತಿ ಶಾಲೆ, ಇಂದಿರಾನಗರದ ಸರ್ಕಾರಿ ಹಿರಿಯ ಪ್ರಾಥಮಿಕ ಮತ್ತು ಪ್ರೌಢಶಾಲೆ ಹಾಗೂ ಕಾರ್ಮಿಕ ಬಾಲಕಾರ್ಮಿಕ ಶಾಲೆಗೆ ಭೇಟಿ ನೀಡಿ ಪರಿಶೀಲಿಸಿದರು. ಮಕ್ಕಳ ಉತ್ತಮ ಜೀವನ ರೂಪಿಸಿಕೊಳ್ಳಲು ವಸತಿನಿಲಯಗಳು ಪ್ರಮುಖ ಪಾತ್ರವಹಿಸುತ್ತವೆ. ಇಲ್ಲಿ ಆರೋಗ್ಯ, ಸ್ವಚ್ಛತೆ ಹಾಗೂ ಪೌಷ್ಟಿಕ ಆಹಾರ ಒದಗಿಸುವ ಜವಾಬ್ದಾರಿ ಅಧಿಕಾರಿಗಳದ್ದಾಗಿದೆ. ಕೌಲ್ ಪ್ರದೇಶದಲ್ಲಿನ ಸಮಾಜ ಕಲ್ಯಾಣ ಇಲಾಖೆಯ ಮೆಟ್ರಿಕ್ ಪೂರ್ವ ಮತ್ತು ನಂತರದ ಬಾಲಕರ ವಸತಿ ನಿಲಯದಲ್ಲಿ ಸುಮಾರು 400 ಕ್ಕೂ ಹೆಚ್ಚು ವಿದ್ಯಾರ್ಥಿಗಳಿದ್ದು, ನಿರ್ವಹಣೆಯ ಬಗ್ಗೆ ಅಧಿಕಾರಿಗಳಿಂದ ಮಾಹಿತಿ ಪಡೆದುಕೊಂಡರು. ವಸತಿನಿಲಯದಲ್ಲಿ ಕೊಠಡಿಗಳು ಸಾಲದ ಕಾರಣ ಮಕ್ಕಳಿಗೆ ತೊಂದರೆಯಾಗುತ್ತಿದೆ ಎಂದು ತಿಳಿಸಿದರು. ನೂತನ ಕಟ್ಟಡ ನಿರ್ಮಾಣಕ್ಕೆ ಪ್ರಸ್ತಾವನೆ ಸಲ್ಲಿಸಲು ಸೂಚಿಸಿದರು.	[48, 1709, 331, 2085]
